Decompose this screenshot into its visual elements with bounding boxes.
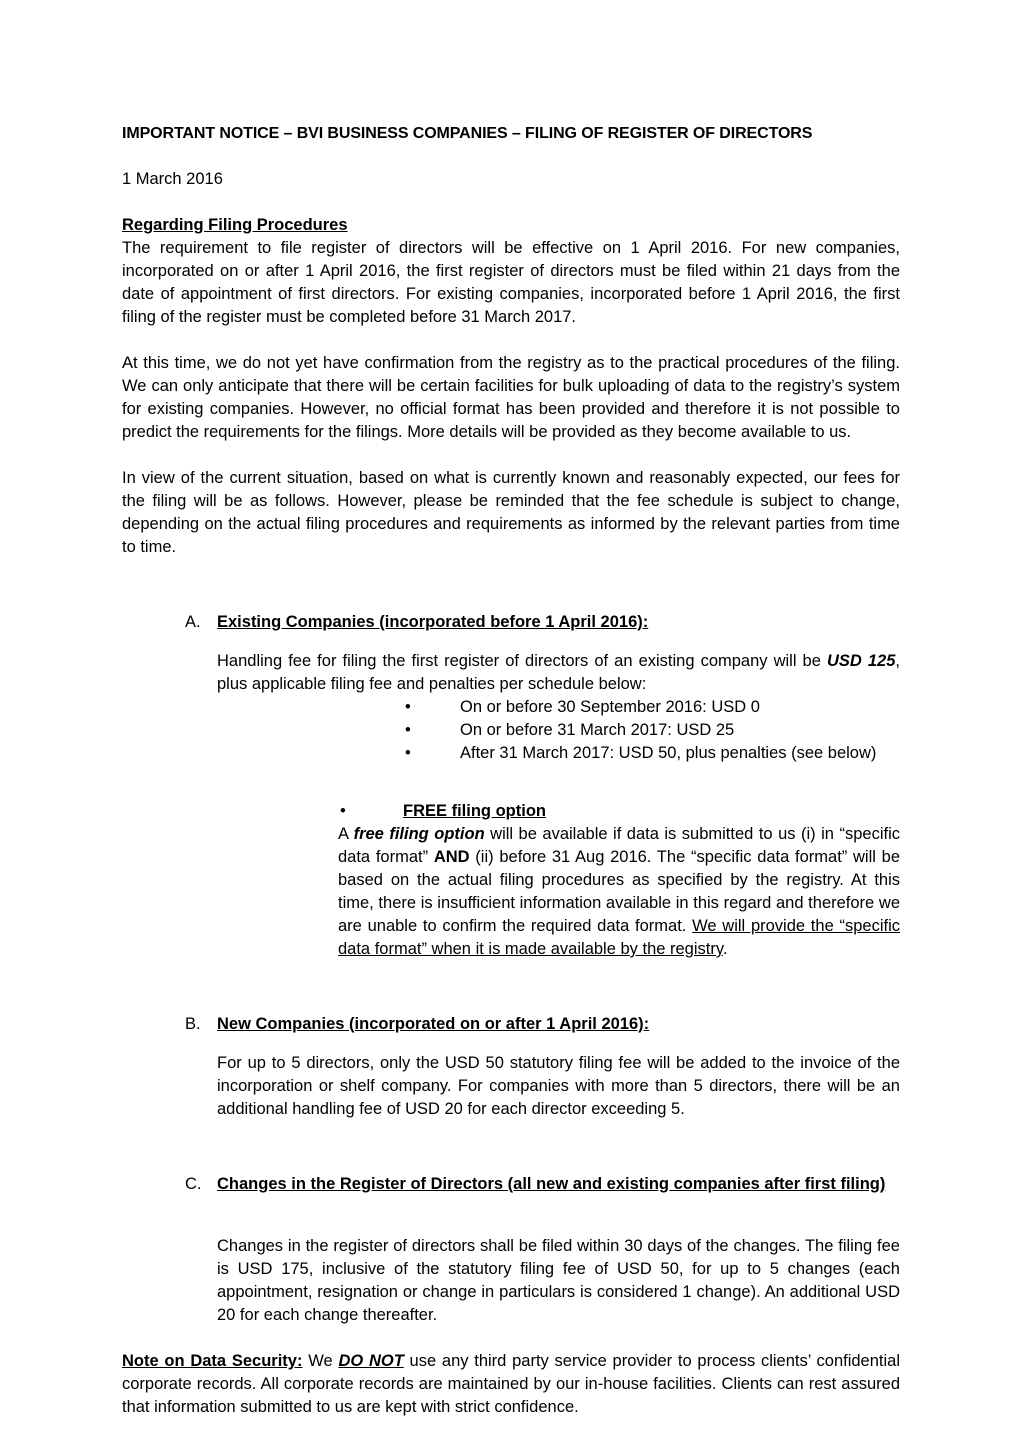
spacer	[122, 444, 900, 467]
spacer	[122, 1327, 900, 1350]
paragraph-requirement: The requirement to file register of directors will be effective on 1 April 2016. For new companies, incorporated on or after 1 April 2016, the first register of directors must be filed within 21 days from the date of appointment of first directors. For existing companies, incorporated before 1 April 2016, the first filing of the register must be completed before 31 March 2017.	[122, 239, 900, 326]
spacer	[217, 765, 900, 788]
spacer	[122, 582, 900, 594]
section-a-bullet-list	[217, 696, 900, 765]
note-text-1: We	[302, 1352, 339, 1370]
document-title: IMPORTANT NOTICE – BVI BUSINESS COMPANIES – FILING OF REGISTER OF DIRECTORS	[122, 125, 813, 142]
section-a-body-lead: Handling fee for filing the first register of directors of an existing company will be	[217, 652, 827, 670]
list-item	[217, 696, 900, 719]
section-a-body-tail: , plus applicable filing fee and penalties per schedule below:	[217, 652, 900, 693]
spacer	[122, 1121, 900, 1144]
section-b	[122, 1013, 900, 1122]
paragraph-confirmation: At this time, we do not yet have confirmation from the registry as to the practical procedures of the filing. We can only anticipate that there will be certain facilities for bulk uploading of data to the registry’s system for existing companies. However, no official format has been provided and therefore it is not possible to predict the requirements for the filings. More details will be provided as they become available to us.	[122, 354, 900, 441]
spacer	[217, 788, 900, 800]
list-item	[217, 742, 900, 765]
paragraph-fees-intro: In view of the current situation, based on what is currently known and reasonably expected, our fees for the filing will be as follows. However, please be reminded that the fee schedule is subject to change, depending on the actual filing procedures and requirements as informed by the relevant parties from time to time.	[122, 469, 900, 556]
spacer	[122, 145, 900, 168]
section-a	[122, 611, 900, 962]
spacer	[122, 329, 900, 352]
section-b-marker: B.	[185, 1014, 201, 1033]
section-b-heading: New Companies (incorporated on or after 1 April 2016):	[217, 1014, 650, 1033]
section-a-fee-amount: USD 125	[826, 652, 896, 670]
spacer	[217, 1212, 900, 1235]
free-filing-option-heading	[338, 800, 900, 823]
section-heading-filing-procedures: Regarding Filing Procedures	[122, 216, 348, 234]
free-emphasis-and: AND	[433, 848, 470, 866]
section-a-heading: Existing Companies (incorporated before 1 April 2016):	[217, 612, 649, 631]
free-emphasis-1: free filing option	[353, 825, 485, 843]
section-b-body: For up to 5 directors, only the USD 50 statutory filing fee will be added to the invoice of the incorporation or shelf company. For companies with more than 5 directors, there will be an additional handling fee of USD 20 for each director exceeding 5.	[217, 1054, 900, 1118]
spacer	[122, 191, 900, 214]
free-underlined-tail: We will provide the “specific data format” when it is made available by the registry	[338, 917, 900, 958]
free-text-1: A	[338, 825, 354, 843]
document-body	[122, 122, 900, 1419]
section-c-heading: Changes in the Register of Directors (all new and existing companies after first filing)	[217, 1174, 886, 1193]
spacer	[122, 984, 900, 996]
list-item-label: On or before 31 March 2017: USD 25	[460, 721, 735, 739]
section-c-body: Changes in the register of directors shall be filed within 30 days of the changes. The filing fee is USD 175, inclusive of the statutory filing fee of USD 50, for up to 5 changes (each appointment, resignation or change in particulars is considered 1 change). An additional USD 20 for each change thereafter.	[217, 1237, 900, 1324]
free-text-2: will be available if data is submitted to us (i) in “specific data format”	[338, 825, 900, 866]
free-filing-option-label: FREE filing option	[403, 802, 546, 820]
bullet-icon: •	[340, 802, 346, 820]
note-label: Note on Data Security:	[122, 1352, 303, 1370]
section-a-body	[217, 650, 900, 696]
bullet-icon: •	[405, 698, 411, 716]
free-filing-option-body	[338, 823, 900, 961]
section-a-marker: A.	[185, 612, 201, 631]
list-item-label: On or before 30 September 2016: USD 0	[460, 698, 760, 716]
section-c-marker: C.	[185, 1174, 202, 1193]
free-filing-option-block	[217, 800, 900, 961]
note-on-data-security	[122, 1350, 900, 1419]
spacer	[122, 1144, 900, 1156]
spacer	[122, 961, 900, 984]
spacer	[122, 559, 900, 582]
bullet-icon: •	[405, 721, 411, 739]
free-text-3: (ii) before 31 Aug 2016. The “specific data format” will be based on the actual filing procedures as specified by the registry. At this time, there is insufficient information available in this regard and therefore we are unable to confirm the required data format.	[338, 848, 901, 935]
list-item-label: After 31 March 2017: USD 50, plus penalties (see below)	[460, 744, 877, 762]
note-emphasis-do-not: DO NOT	[338, 1352, 404, 1370]
section-c	[122, 1173, 900, 1328]
bullet-icon: •	[405, 744, 411, 762]
list-item	[217, 719, 900, 742]
note-text-2: use any third party service provider to process clients’ confidential corporate records. All corporate records are maintained by our in-house facilities. Clients can rest assured that information submitted to us are kept with strict confidence.	[122, 1352, 901, 1416]
document-date: 1 March 2016	[122, 170, 223, 188]
free-text-4: .	[722, 940, 728, 958]
